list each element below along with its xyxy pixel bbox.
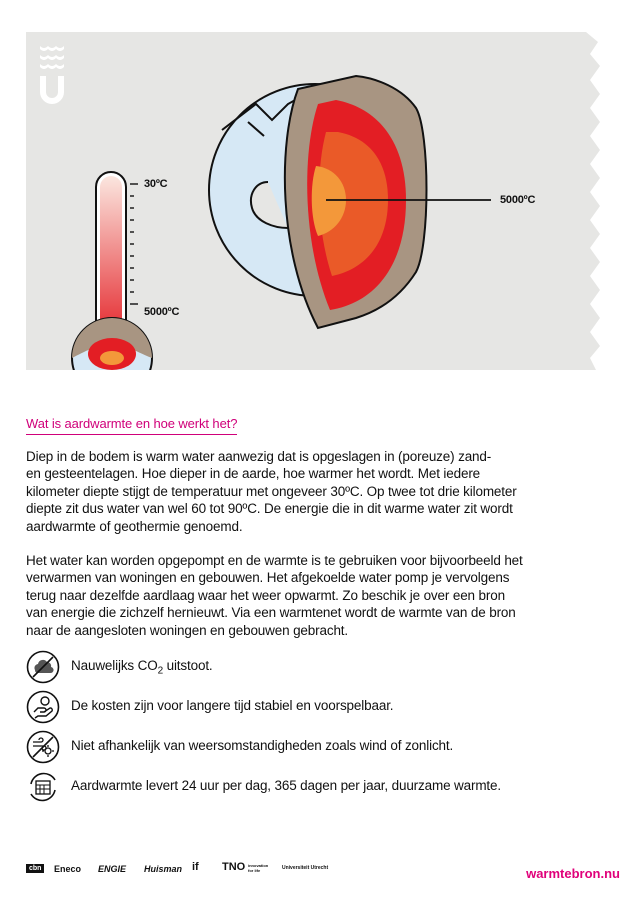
paragraph-line: Diep in de bodem is warm water aanwezig dat is opgeslagen in (poreuze) zand- xyxy=(26,449,492,464)
paragraph-line: kilometer diepte stijgt de temperatuur met ongeveer 30ºC. Op twee tot drie kilometer xyxy=(26,483,517,499)
paragraph-line: verwarmen van woningen en gebouwen. Het afgekoelde water pomp je vervolgens xyxy=(26,570,510,586)
no-co2-icon xyxy=(26,650,60,684)
core-temperature-label: 5000ºC xyxy=(500,194,536,206)
paragraph-line: aardwarmte of geothermie genoemd. xyxy=(26,518,243,534)
section-heading: Wat is aardwarmte en hoe werkt het? xyxy=(26,416,237,435)
feature-item-costs xyxy=(26,690,626,724)
feature-text: De kosten zijn voor langere tijd stabiel en voorspelbaar. xyxy=(71,698,394,713)
feature-item-weather xyxy=(26,730,626,764)
partner-logo: Eneco xyxy=(54,864,82,874)
paragraph-line: van energie die zichzelf hernieuwt. Via een warmtenet wordt de warmte van de bron xyxy=(26,605,516,621)
partner-logo: if xyxy=(192,861,199,873)
partner-logo: Universiteit Utrecht xyxy=(282,865,329,871)
weather-icon xyxy=(26,730,60,764)
earth-illustration xyxy=(26,32,626,370)
feature-text: Niet afhankelijk van weersomstandigheden zoals wind of zonlicht. xyxy=(71,738,454,753)
partner-logo: ENGIE xyxy=(98,864,127,874)
partner-logo: innovation for life xyxy=(248,863,269,873)
usage-paragraph xyxy=(26,552,616,639)
feature-text: Aardwarmte levert 24 uur per dag, 365 dagen per jaar, duurzame warmte. xyxy=(71,778,501,793)
partner-logo: TNO xyxy=(222,861,246,873)
thermometer-top-label: 30ºC xyxy=(144,178,168,190)
intro-paragraph xyxy=(26,448,616,535)
paragraph-line: en gesteentelagen. Hoe dieper in de aarde, hoe warmer het wordt. Met iedere xyxy=(26,466,481,482)
feature-item-co2 xyxy=(26,650,626,684)
paragraph-line: terug naar dezelfde aardlaag waar het weer opwarmt. Zo beschik je over een bron xyxy=(26,587,505,603)
partner-logo: cbn xyxy=(26,864,44,873)
paragraph-line: Het water kan worden opgepompt en de warmte is te gebruiken voor bijvoorbeeld het xyxy=(26,553,523,568)
feature-item-availability xyxy=(26,770,626,804)
thermometer-bottom-label: 5000ºC xyxy=(144,306,180,318)
hero-illustration xyxy=(26,32,626,370)
feature-text: Nauwelijks $CO_2$ uitstoot. xyxy=(71,658,213,677)
website-link[interactable]: warmtebron.nu xyxy=(526,866,620,881)
partner-logo: Huisman xyxy=(144,864,183,874)
hand-coin-icon xyxy=(26,690,60,724)
paragraph-line: diepte zit dus water van wel 60 tot 90ºC. De energie die in dit warme water zit wordt xyxy=(26,501,513,517)
paragraph-line: naar de aangesloten woningen en gebouwen gebracht. xyxy=(26,622,349,638)
calendar-cycle-icon xyxy=(26,770,60,804)
